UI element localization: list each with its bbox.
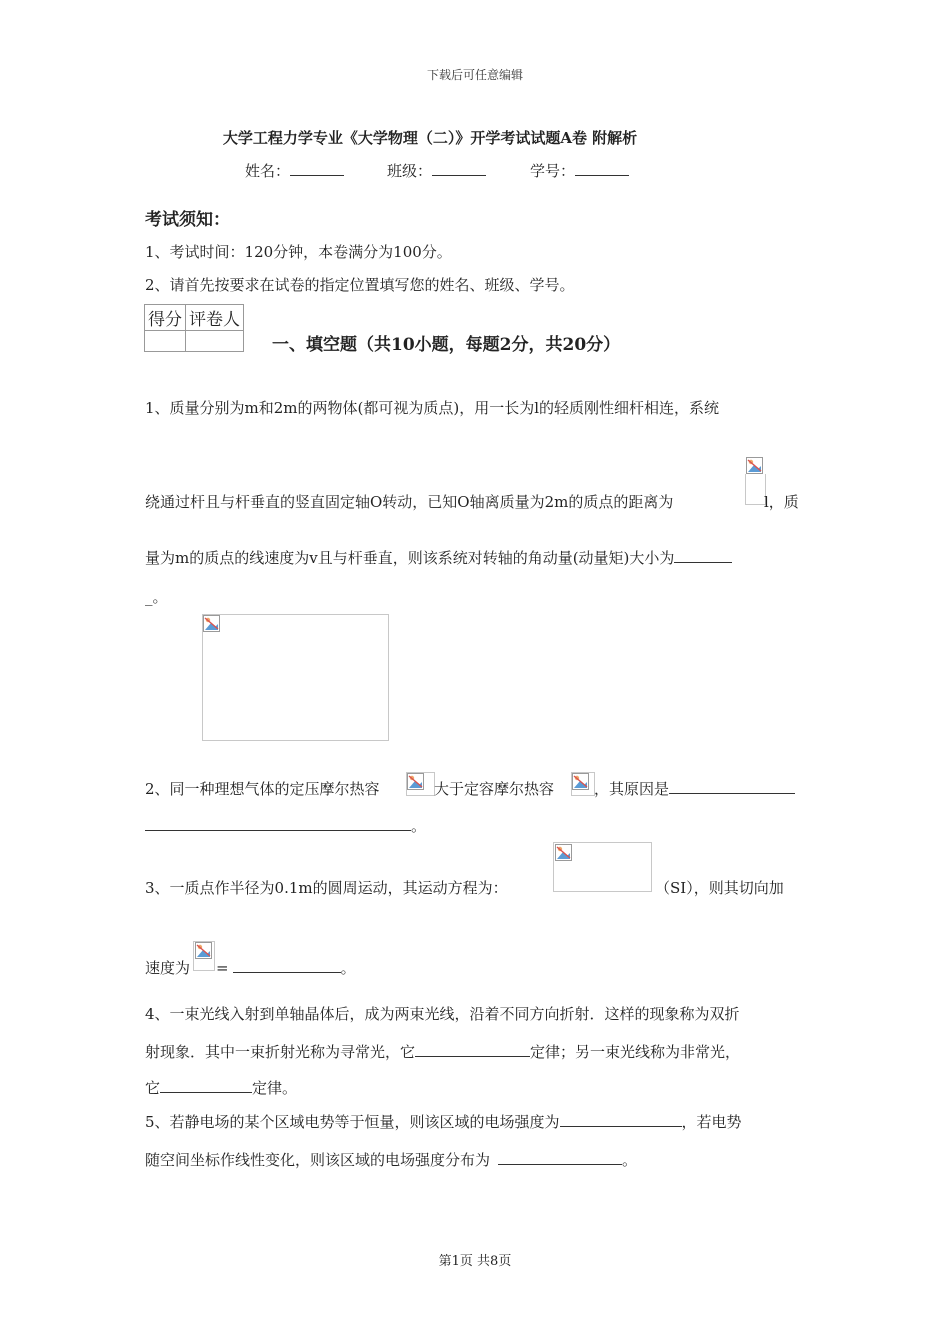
question-1-figure [202,614,389,741]
student-id-field [530,160,629,181]
question-4-line3 [145,1077,297,1098]
question-4-text: 定律；另一束光线称为非常光， [530,1043,741,1061]
score-header: 得分 [145,305,186,331]
question-4-text: 它 [145,1079,161,1097]
question-3-line1a: 3、一质点作半径为0.1m的圆周运动，其运动方程为： [145,879,508,897]
question-1-line4: _。 [145,588,168,606]
question-3-end: 。 [340,959,356,977]
question-5-text: ，若电势 [681,1113,742,1131]
page-footer: 第1页 共8页 [438,1254,512,1269]
grader-header: 评卷人 [186,305,244,331]
answer-blank[interactable] [233,958,341,973]
broken-image-icon [746,457,763,474]
notice-item: 1、考试时间：120分钟，本卷满分为100分。 [145,243,452,261]
question-5-text: 5、若静电场的某个区域电势等于恒量，则该区域的电场强度为 [145,1113,560,1131]
question-3-line2b [216,957,356,978]
question-1-line2-end: l，质 [764,493,799,511]
question-1-line3 [145,547,732,568]
broken-image-icon [407,773,424,790]
question-4-line1: 4、一束光线入射到单轴晶体后，成为两束光线，沿着不同方向折射．这样的现象称为双折 [145,1005,740,1023]
section-title: 一、填空题（共10小题，每题2分，共20分） [272,335,621,355]
question-4-text: 定律。 [252,1079,298,1097]
broken-image-icon [203,615,220,632]
answer-blank[interactable] [669,779,795,794]
question-2-text: ，其原因是 [594,780,670,798]
score-cell[interactable] [145,331,186,352]
question-2-end: 。 [411,817,427,835]
question-2-line2 [145,815,426,836]
broken-image-icon [195,942,212,959]
answer-blank[interactable] [674,548,732,563]
question-4-line2 [145,1041,740,1062]
answer-blank[interactable] [145,816,411,831]
name-blank[interactable] [290,161,344,176]
score-table [144,304,244,352]
answer-blank[interactable] [160,1078,252,1093]
question-2-line1b: 大于定容摩尔热容 [434,780,555,798]
question-3-line2a: 速度为 [145,959,191,977]
header-note: 下载后可任意编辑 [426,68,523,82]
question-3-line1b: （SI），则其切向加 [655,879,784,897]
class-label: 班级： [387,162,433,180]
broken-image-icon [555,844,572,861]
name-field [245,160,344,181]
question-4-text: 射现象．其中一束折射光称为寻常光，它 [145,1043,416,1061]
notice-item: 2、请首先按要求在试卷的指定位置填写您的姓名、班级、学号。 [145,276,575,294]
name-label: 姓名： [245,162,291,180]
question-1-text: 量为m的质点的线速度为v且与杆垂直，则该系统对转轴的角动量(动量矩)大小为 [145,549,675,567]
class-field [387,160,486,181]
question-5-line2 [145,1149,637,1170]
broken-image-icon [572,773,589,790]
answer-blank[interactable] [498,1150,622,1165]
id-blank[interactable] [575,161,629,176]
question-2-line1c [594,778,795,799]
question-5-text: 随空间坐标作线性变化，则该区域的电场强度分布为 [145,1151,491,1169]
question-1-line2 [145,491,673,512]
notice-heading: 考试须知： [145,210,230,230]
equals-sign: = [216,959,229,977]
question-5-line1 [145,1111,742,1132]
question-2-line1a: 2、同一种理想气体的定压摩尔热容 [145,780,380,798]
question-1-line1: 1、质量分别为m和2m的两物体(都可视为质点)，用一长为l的轻质刚性细杆相连，系统 [145,399,720,417]
answer-blank[interactable] [560,1112,682,1127]
question-1-text: 绕通过杆且与杆垂直的竖直固定轴O转动，已知O轴离质量为2m的质点的距离为 [145,493,674,511]
question-5-end: 。 [622,1151,638,1169]
grader-cell[interactable] [186,331,244,352]
formula-image [745,474,766,505]
answer-blank[interactable] [415,1042,530,1057]
class-blank[interactable] [432,161,486,176]
exam-title: 大学工程力学专业《大学物理（二）》开学考试试题A卷 附解析 [222,129,638,147]
id-label: 学号： [530,162,576,180]
